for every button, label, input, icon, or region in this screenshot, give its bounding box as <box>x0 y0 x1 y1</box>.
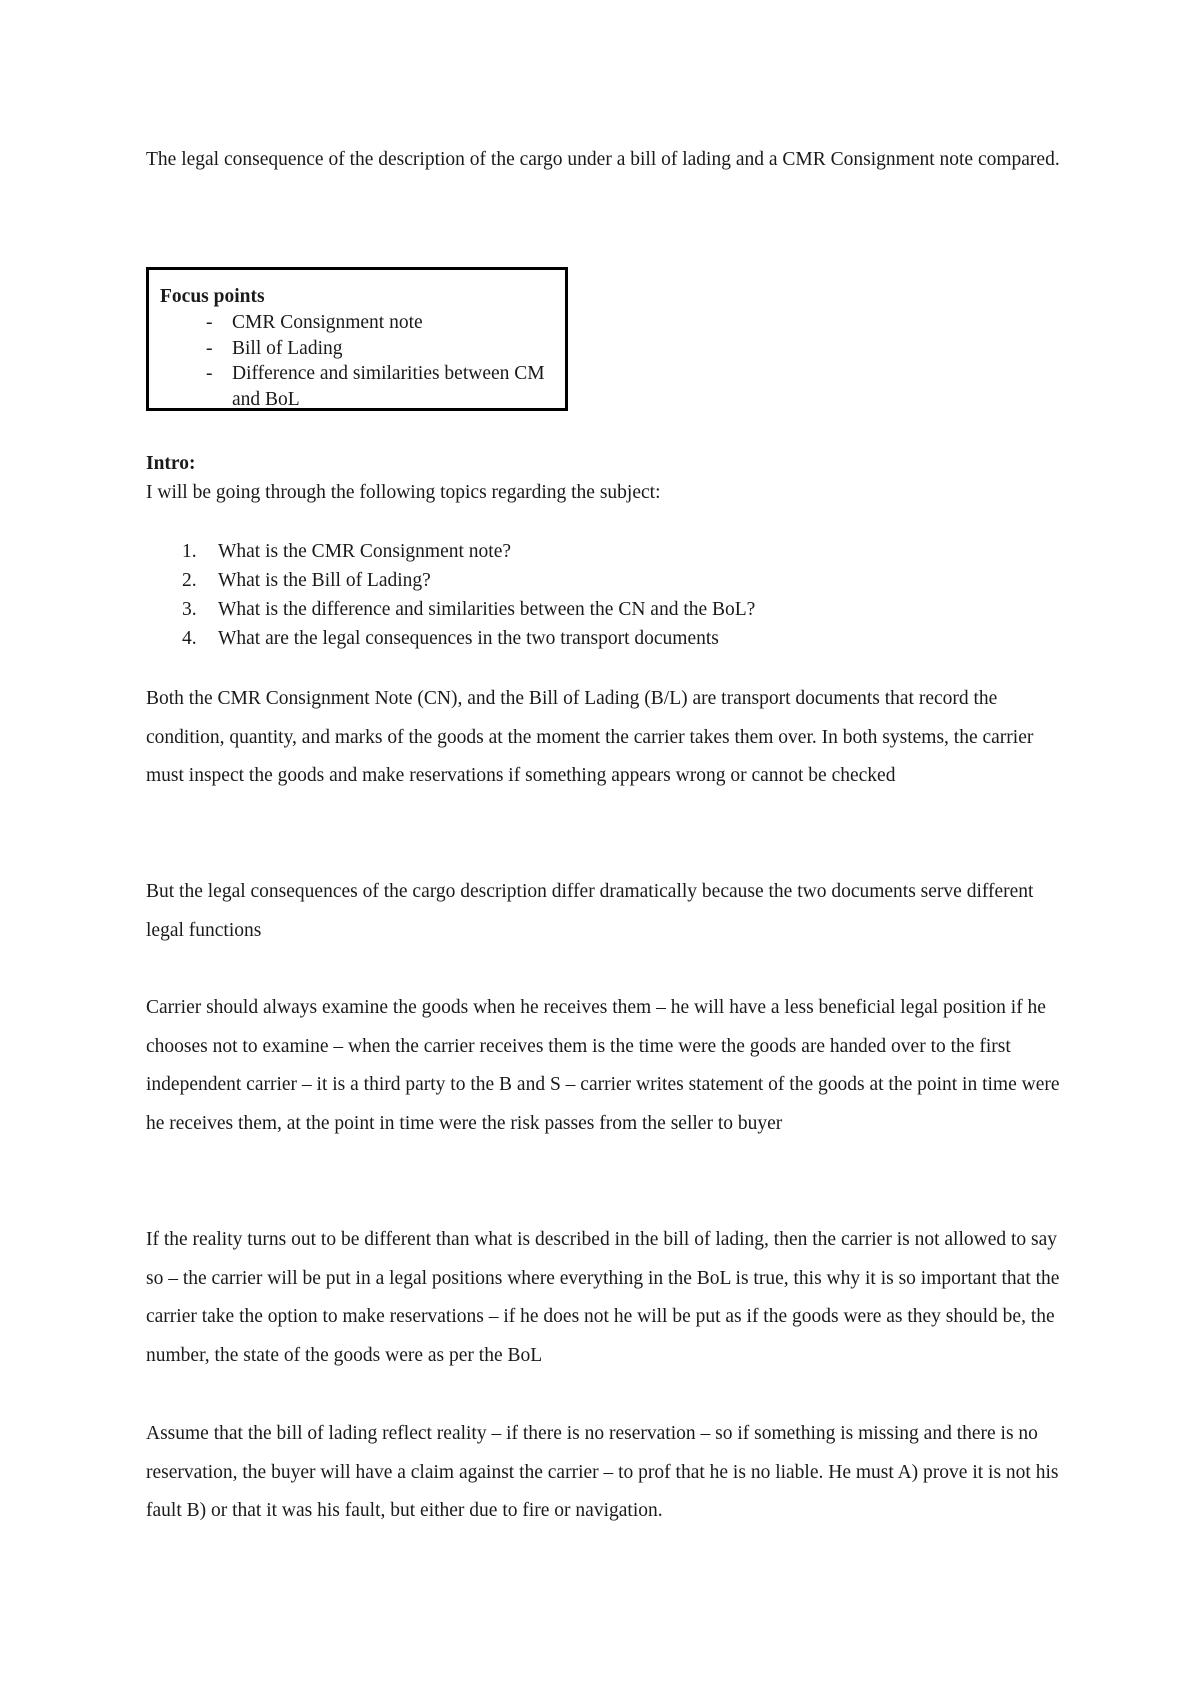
body-paragraph: Carrier should always examine the goods when he receives them – he will have a less beneficial legal position if he chooses not to examine – when the carrier receives them is the time were the goods are handed over to the first independent carrier – it is a third party to the B and S – carrier writes statement of the goods at the point in time were he receives them, at the point in time were the risk passes from the seller to buyer <box>146 997 1060 1134</box>
dash-bullet-icon: - <box>206 337 213 359</box>
document-title: The legal consequence of the description of the cargo under a bill of lading and a CMR Consignment note compared. <box>146 149 1060 170</box>
body-paragraph: If the reality turns out to be different than what is described in the bill of lading, then the carrier is not allowed to say so – the carrier will be put in a legal positions where everything in the BoL is true, this why it is so important that the carrier take the option to make reservations – if he does not he will be put as if the goods were as they should be, the number, the state of the goods were as per the BoL <box>146 1229 1060 1366</box>
topic-item <box>146 624 755 653</box>
topic-number: 4. <box>182 628 197 649</box>
focus-point-item <box>160 310 565 336</box>
topic-item <box>146 595 755 624</box>
topic-item <box>146 566 755 595</box>
intro-heading: Intro: <box>146 453 196 474</box>
topic-text: What is the difference and similarities between the CN and the BoL? <box>218 599 756 620</box>
topics-list <box>146 537 755 653</box>
focus-point-text: Difference and similarities between CM and BoL <box>232 363 545 410</box>
topic-text: What are the legal consequences in the two transport documents <box>218 628 719 649</box>
focus-point-text: Bill of Lading <box>232 337 343 359</box>
dash-bullet-icon: - <box>206 363 213 384</box>
dash-bullet-icon: - <box>206 312 213 333</box>
body-paragraph: But the legal consequences of the cargo description differ dramatically because the two documents serve different legal functions <box>146 881 1034 941</box>
body-paragraph: Assume that the bill of lading reflect reality – if there is no reservation – so if something is missing and there is no reservation, the buyer will have a claim against the carrier – to prof that he is no liable. He must A) prove it is not his fault B) or that it was his fault, but either due to fire or navigation. <box>146 1423 1059 1522</box>
focus-point-item <box>160 336 565 362</box>
topic-number: 1. <box>182 541 197 562</box>
focus-points-box <box>146 267 568 411</box>
intro-text: I will be going through the following topics regarding the subject: <box>146 482 661 503</box>
focus-point-text: CMR Consignment note <box>232 312 423 333</box>
topic-text: What is the CMR Consignment note? <box>218 541 512 562</box>
focus-points-heading: Focus points <box>160 286 265 307</box>
topic-number: 2. <box>182 570 197 591</box>
body-paragraph: Both the CMR Consignment Note (CN), and the Bill of Lading (B/L) are transport documents that record the condition, quantity, and marks of the goods at the moment the carrier takes them over. In both systems, the carrier must inspect the goods and make reservations if something appears wrong or cannot be checked <box>146 688 1034 787</box>
topic-text: What is the Bill of Lading? <box>218 570 431 591</box>
focus-points-list <box>160 310 565 412</box>
topic-number: 3. <box>182 599 197 620</box>
topic-item <box>146 537 755 566</box>
focus-point-item <box>160 361 565 412</box>
